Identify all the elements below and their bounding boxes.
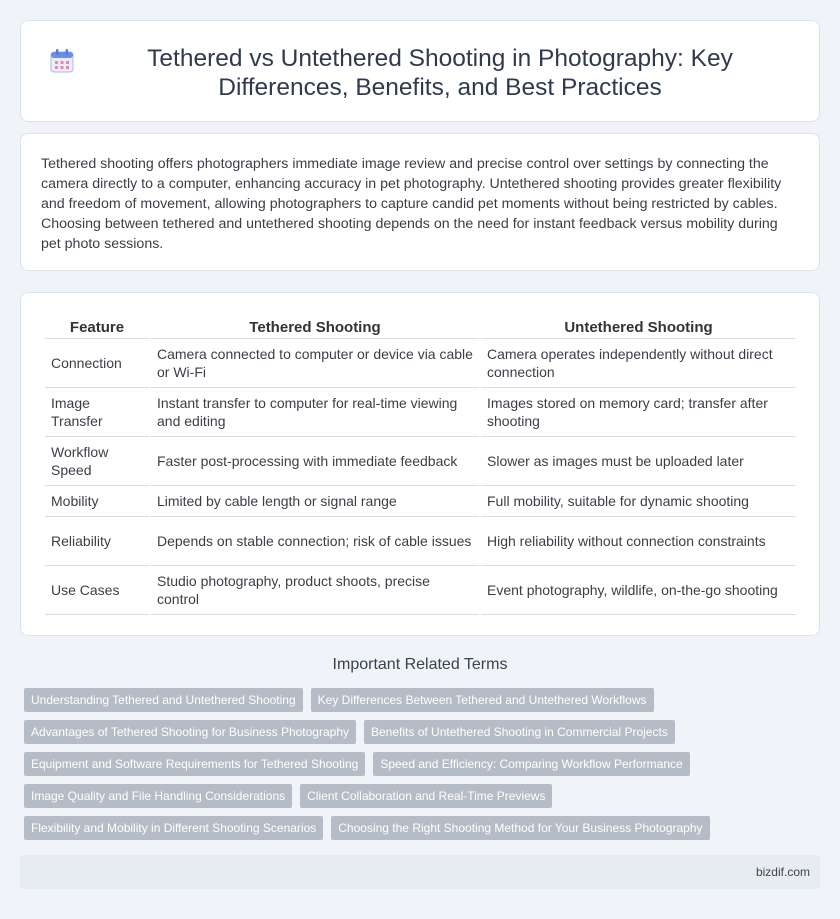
row-feature: Workflow Speed [45,437,149,486]
row-feature: Image Transfer [45,388,149,437]
comparison-table-card [20,292,820,636]
footer [20,855,820,889]
table-row [45,388,796,437]
row-untethered: Slower as images must be uploaded later [481,437,796,486]
row-tethered: Limited by cable length or signal range [151,486,479,517]
row-feature: Use Cases [45,566,149,615]
related-term-tag[interactable]: Client Collaboration and Real-Time Previews [300,784,552,808]
related-term-tag[interactable]: Advantages of Tethered Shooting for Business Photography [24,720,356,744]
tag-row [24,816,804,840]
related-term-tag[interactable]: Equipment and Software Requirements for Tethered Shooting [24,752,365,776]
header-untethered: Untethered Shooting [481,313,796,339]
header-tethered: Tethered Shooting [151,313,479,339]
row-tethered: Instant transfer to computer for real-time viewing and editing [151,388,479,437]
related-terms-title: Important Related Terms [332,656,508,673]
table-header-row [45,313,796,339]
tag-row [24,752,804,776]
related-term-tag[interactable]: Key Differences Between Tethered and Untethered Workflows [311,688,654,712]
related-term-tag[interactable]: Image Quality and File Handling Considerations [24,784,292,808]
related-term-tag[interactable]: Benefits of Untethered Shooting in Commercial Projects [364,720,675,744]
intro-paragraph: Tethered shooting offers photographers immediate image review and precise control over settings by connecting the camera directly to a computer, enhancing accuracy in pet photography. Untethered shooting provides greater flexibility and freedom of movement, allowing photographers to capture candid pet moments without being restricted by cables. Choosing between tethered and untethered shooting depends on the need for instant feedback versus mobility during pet photo sessions. [41,156,782,252]
header-card [20,20,820,122]
table-row [45,566,796,615]
table-row [45,339,796,388]
related-terms-list [24,688,804,848]
row-tethered: Studio photography, product shoots, precise control [151,566,479,615]
intro-card [20,133,820,271]
row-untethered: High reliability without connection constraints [481,517,796,566]
header-feature: Feature [45,313,149,339]
row-feature: Reliability [45,517,149,566]
row-tethered: Faster post-processing with immediate feedback [151,437,479,486]
comparison-table [43,313,798,615]
related-term-tag[interactable]: Understanding Tethered and Untethered Shooting [24,688,303,712]
row-feature: Connection [45,339,149,388]
related-term-tag[interactable]: Flexibility and Mobility in Different Shooting Scenarios [24,816,323,840]
row-tethered: Camera connected to computer or device via cable or Wi-Fi [151,339,479,388]
row-untethered: Camera operates independently without direct connection [481,339,796,388]
tag-row [24,784,804,808]
related-term-tag[interactable]: Speed and Efficiency: Comparing Workflow Performance [373,752,689,776]
row-tethered: Depends on stable connection; risk of cable issues [151,517,479,566]
related-term-tag[interactable]: Choosing the Right Shooting Method for Your Business Photography [331,816,709,840]
row-untethered: Event photography, wildlife, on-the-go shooting [481,566,796,615]
table-row [45,486,796,517]
row-untethered: Full mobility, suitable for dynamic shooting [481,486,796,517]
row-untethered: Images stored on memory card; transfer after shooting [481,388,796,437]
site-name[interactable]: bizdif.com [755,865,810,879]
tag-row [24,688,804,712]
table-row [45,437,796,486]
tag-row [24,720,804,744]
row-feature: Mobility [45,486,149,517]
table-row [45,517,796,566]
page-title: Tethered vs Untethered Shooting in Photography: Key Differences, Benefits, and Best Practices [147,45,733,101]
